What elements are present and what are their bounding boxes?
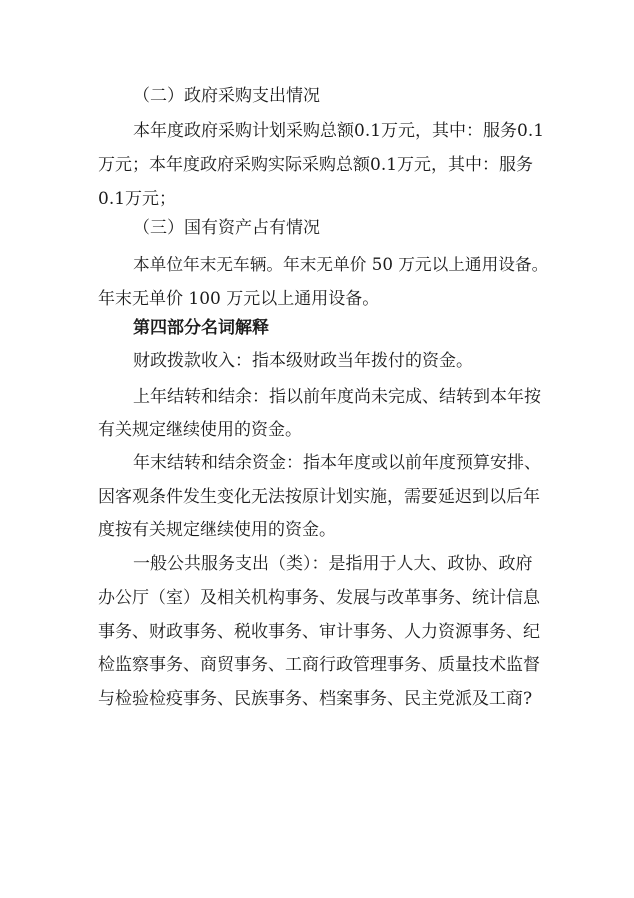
procurement-line-1: 本年度政府采购计划采购总额0.1万元，其中：服务0.1 [133, 121, 545, 141]
term-2-line-1: 上年结转和结余：指以前年度尚未完成、结转到本年按 [133, 387, 541, 407]
term-1-line-1: 财政拨款收入：指本级财政当年拨付的资金。 [133, 351, 473, 371]
term-2-line-2: 有关规定继续使用的资金。 [98, 420, 302, 440]
procurement-line-3: 0.1万元； [98, 189, 177, 209]
term-3-line-2: 因客观条件发生变化无法按原计划实施，需要延迟到以后年 [98, 487, 540, 507]
term-3-line-1: 年末结转和结余资金：指本年度或以前年度预算安排、 [133, 453, 541, 473]
procurement-heading: （二）政府采购支出情况 [133, 86, 320, 106]
term-4-line-5: 与检验检疫事务、民族事务、档案事务、民主党派及工商? [98, 689, 533, 709]
term-4-line-3: 事务、财政事务、税收事务、审计事务、人力资源事务、纪 [98, 622, 540, 642]
part-four-heading: 第四部分名词解释 [133, 318, 269, 338]
assets-line-1: 本单位年末无车辆。年末无单价 50 万元以上通用设备。 [133, 255, 549, 274]
term-4-line-1: 一般公共服务支出（类）：是指用于人大、政协、政府 [133, 554, 533, 574]
term-3-line-3: 度按有关规定继续使用的资金。 [98, 520, 336, 540]
assets-heading: （三）国有资产占有情况 [133, 218, 320, 238]
term-4-line-4: 检监察事务、商贸事务、工商行政管理事务、质量技术监督 [98, 655, 540, 675]
assets-line-2: 年末无单价 100 万元以上通用设备。 [98, 289, 380, 309]
term-4-line-2: 办公厅（室）及相关机构事务、发展与改革事务、统计信息 [98, 588, 540, 608]
procurement-line-2: 万元；本年度政府采购实际采购总额0.1万元，其中：服务 [98, 155, 534, 175]
